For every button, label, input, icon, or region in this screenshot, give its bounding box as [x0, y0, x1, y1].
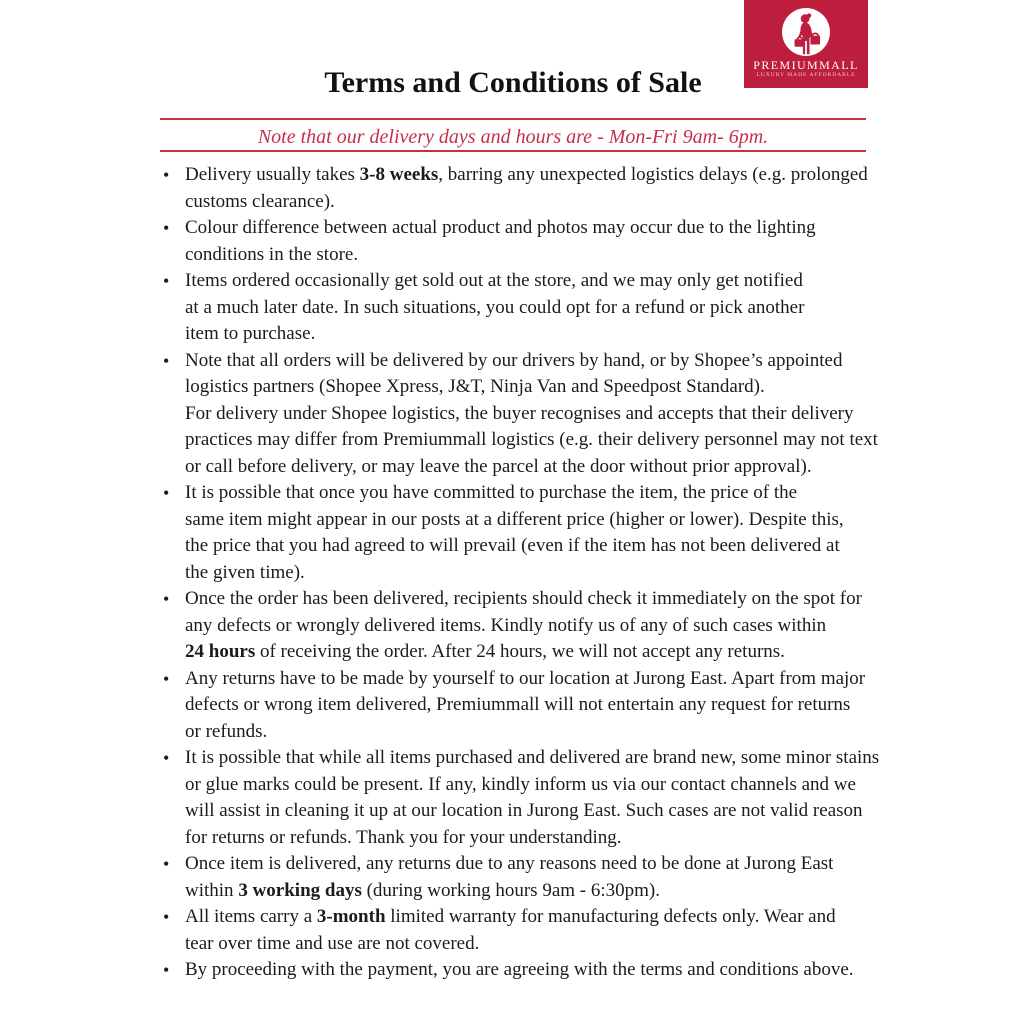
term-item — [160, 666, 920, 746]
term-item — [160, 957, 920, 984]
term-text: Delivery usually takes 3-8 weeks, barring any unexpected logistics delays (e.g. prolonged customs clearance). — [185, 164, 868, 212]
brand-tagline: LUXURY MADE AFFORDABLE — [756, 72, 856, 78]
term-text: Note that all orders will be delivered by our drivers by hand, or by Shopee’s appointed logistics partners (Shopee Xpress, J&T, Ninja Van and Speedpost Standard). For delivery under Shopee logistics, the buyer recognises and accepts that their delivery practices may differ from Premiummall logistics (e.g. their delivery personnel may not text or call before delivery, or may leave the parcel at the door without prior approval). — [185, 349, 878, 477]
term-text: Items ordered occasionally get sold out at the store, and we may only get notified at a much later date. In such situations, you could opt for a refund or pick another item to purchase. — [185, 270, 805, 344]
woman-with-shopping-bags-icon — [784, 12, 828, 56]
term-item — [160, 851, 920, 904]
bullet-marker: • — [163, 960, 170, 980]
bullet-marker: • — [163, 589, 170, 609]
term-text: Any returns have to be made by yourself to our location at Jurong East. Apart from major defects or wrong item delivered, Premiummall will not entertain any request for returns or refunds. — [185, 667, 866, 742]
term-text: It is possible that once you have committed to purchase the item, the price of the same item might appear in our posts at a different price (higher or lower). Despite this, the price that you had agreed to will prevail (even if the item has not been delivered at the given time). — [185, 482, 844, 583]
bullet-marker: • — [163, 668, 170, 689]
term-item — [160, 215, 920, 268]
term-item — [160, 586, 920, 666]
term-item — [160, 268, 920, 348]
divider-bottom — [160, 150, 866, 152]
bullet-marker: • — [163, 907, 170, 927]
term-item — [160, 480, 920, 586]
logo-circle — [782, 8, 830, 56]
delivery-hours-notice: Note that our delivery days and hours are - Mon-Fri 9am- 6pm. — [257, 126, 769, 148]
terms-list — [160, 162, 920, 984]
term-text: By proceeding with the payment, you are agreeing with the terms and conditions above. — [185, 959, 854, 980]
term-text: Once item is delivered, any returns due to any reasons need to be done at Jurong East within 3 working days (during working hours 9am - 6:30pm). — [185, 853, 834, 901]
bullet-marker: • — [163, 350, 170, 371]
brand-name: PREMIUMMALL — [753, 58, 859, 72]
term-item — [160, 904, 920, 957]
term-text: Once the order has been delivered, recipients should check it immediately on the spot for any defects or wrongly delivered items. Kindly notify us of any of such cases within 24 hours of receiving the order. After 24 hours, we will not accept any returns. — [185, 588, 862, 662]
bullet-marker: • — [163, 748, 170, 768]
term-text: Colour difference between actual product and photos may occur due to the lighting conditions in the store. — [185, 217, 816, 265]
term-item — [160, 745, 920, 851]
page-title: Terms and Conditions of Sale — [324, 66, 702, 99]
bullet-marker: • — [163, 854, 170, 874]
term-item — [160, 162, 920, 215]
term-text: It is possible that while all items purchased and delivered are brand new, some minor stains or glue marks could be present. If any, kindly inform us via our contact channels and we will assist in cleaning it up at our location in Jurong East. Such cases are not valid reason for returns or refunds. Thank you for your understanding. — [185, 747, 880, 848]
divider-top — [160, 118, 866, 120]
term-text: All items carry a 3-month limited warranty for manufacturing defects only. Wear and tear over time and use are not covered. — [185, 906, 836, 954]
bullet-marker: • — [163, 218, 170, 238]
bullet-marker: • — [163, 271, 170, 291]
term-item — [160, 348, 920, 481]
bullet-marker: • — [163, 483, 170, 503]
bullet-marker: • — [163, 165, 170, 185]
